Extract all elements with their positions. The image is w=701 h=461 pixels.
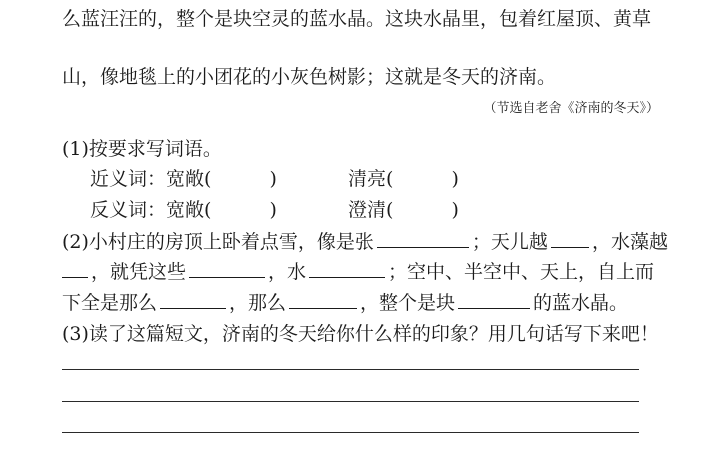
question-2-line-3 <box>62 290 628 316</box>
blank-6[interactable] <box>160 290 226 309</box>
synonym-row-word-b <box>348 166 459 192</box>
open-paren: ( <box>386 168 394 190</box>
q2-text-10: 的蓝水晶。 <box>533 292 629 314</box>
close-paren: ) <box>451 199 459 221</box>
open-paren: ( <box>386 199 394 221</box>
question-2-line-2 <box>62 259 654 285</box>
passage-line-1: 么蓝汪汪的，整个是块空灵的蓝水晶。这块水晶里，包着红屋顶、黄草 <box>62 8 652 30</box>
blank-5[interactable] <box>309 259 385 278</box>
blank-8[interactable] <box>458 290 530 309</box>
answer-line-3[interactable] <box>62 432 639 433</box>
blank-4[interactable] <box>189 259 265 278</box>
close-paren: ) <box>269 199 277 221</box>
open-paren: ( <box>204 199 212 221</box>
close-paren: ) <box>269 168 277 190</box>
close-paren: ) <box>451 168 459 190</box>
question-2-line-1 <box>62 229 668 255</box>
q2-text-3: ，水藻越 <box>591 231 668 253</box>
q2-text-2: ；天儿越 <box>471 231 548 253</box>
answer-line-1[interactable] <box>62 369 639 370</box>
blank-7[interactable] <box>289 290 357 309</box>
synonym-word-a: 宽敞 <box>166 168 205 190</box>
antonym-row-word-b <box>348 197 459 223</box>
answer-line-2[interactable] <box>62 401 639 402</box>
synonym-row-word-a <box>90 166 277 192</box>
synonym-label: 近义词： <box>90 168 167 190</box>
q2-text-1: (2)小村庄的房顶上卧着点雪，像是张 <box>62 231 374 253</box>
question-1-prompt: (1)按要求写词语。 <box>62 138 222 160</box>
antonym-word-a: 宽敞 <box>166 199 205 221</box>
q2-text-4: ，就凭这些 <box>91 261 187 283</box>
blank-1[interactable] <box>377 229 469 248</box>
q2-text-8: ，那么 <box>229 292 287 314</box>
q2-text-6: ；空中、半空中、天上，自上而 <box>388 261 655 283</box>
q2-text-5: ，水 <box>268 261 307 283</box>
q2-text-9: ，整个是块 <box>360 292 456 314</box>
antonym-word-b: 澄清 <box>348 199 387 221</box>
blank-3[interactable] <box>62 259 88 278</box>
passage-line-2: 山，像地毯上的小团花的小灰色树影；这就是冬天的济南。 <box>62 66 557 88</box>
passage-source: （节选自老舍《济南的冬天》） <box>483 101 659 116</box>
blank-2[interactable] <box>551 229 589 248</box>
antonym-row-word-a <box>90 197 277 223</box>
synonym-word-b: 清亮 <box>348 168 387 190</box>
question-3-prompt: (3)读了这篇短文，济南的冬天给你什么样的印象？用几句话写下来吧！ <box>62 323 659 345</box>
antonym-label: 反义词： <box>90 199 167 221</box>
open-paren: ( <box>204 168 212 190</box>
q2-text-7: 下全是那么 <box>62 292 158 314</box>
